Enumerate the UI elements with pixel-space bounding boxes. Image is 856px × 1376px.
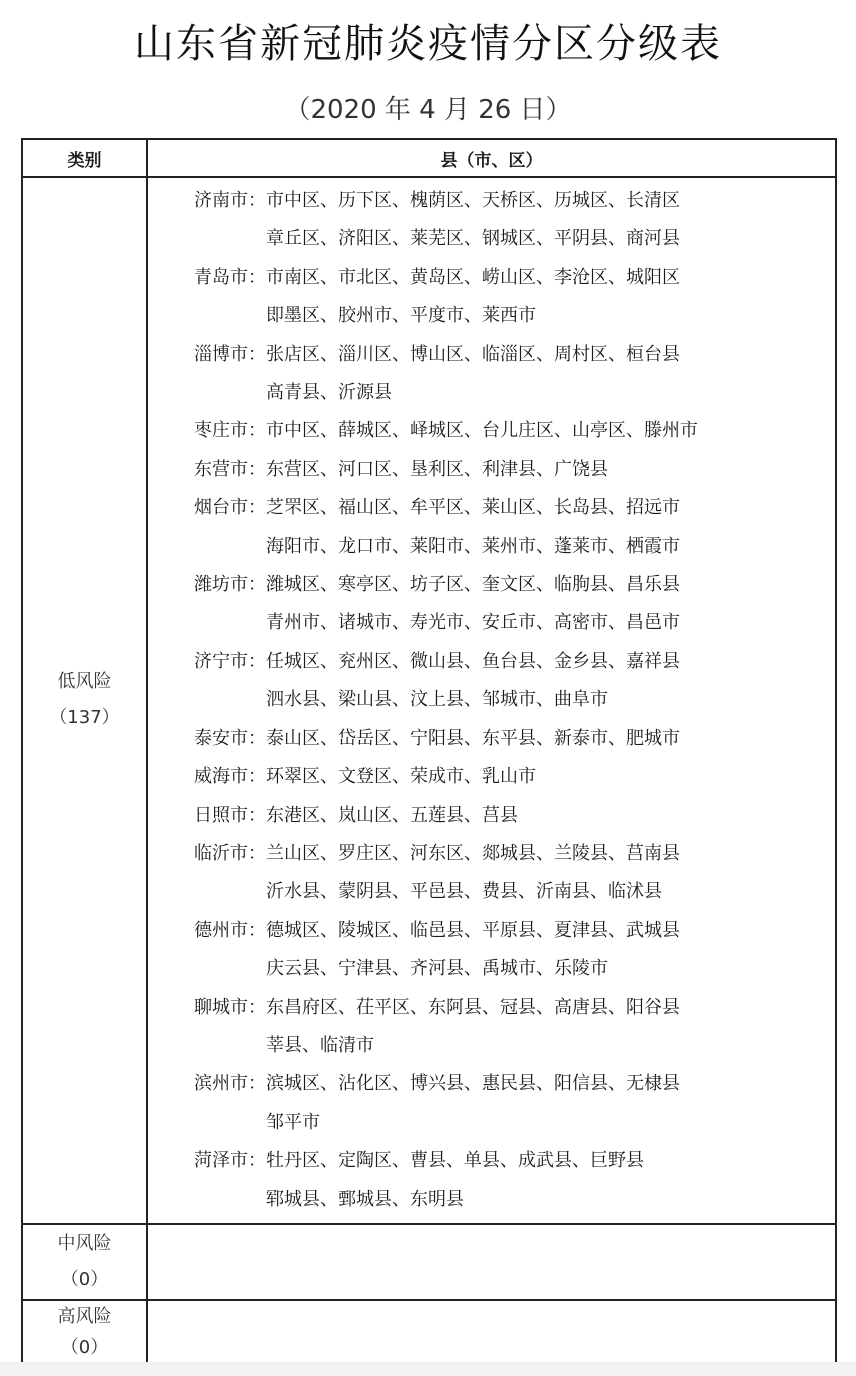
county-lines	[266, 1142, 835, 1219]
county-lines	[266, 182, 835, 259]
county-line: 高青县、沂源县	[266, 382, 392, 404]
county-lines	[266, 412, 835, 450]
county-line: 东昌府区、茌平区、东阿县、冠县、高唐县、阳谷县	[266, 996, 680, 1018]
county-line: 张店区、淄川区、博山区、临淄区、周村区、桓台县	[266, 343, 680, 365]
county-lines	[266, 720, 835, 758]
table-row-low-risk	[22, 177, 836, 1224]
header-category: 类别	[22, 139, 147, 177]
header-counties: 县（市、区）	[147, 139, 836, 177]
county-line: 兰山区、罗庄区、河东区、郯城县、兰陵县、莒南县	[266, 842, 680, 864]
county-lines	[266, 912, 835, 989]
category-count: （0）	[60, 1268, 109, 1290]
county-line: 章丘区、济阳区、莱芜区、钢城区、平阴县、商河县	[266, 228, 680, 250]
city-entry	[148, 451, 835, 489]
county-lines	[266, 259, 835, 336]
city-name: 菏泽市：	[194, 1150, 266, 1172]
county-line: 即墨区、胶州市、平度市、莱西市	[266, 305, 536, 327]
category-count: （0）	[60, 1336, 109, 1358]
city-entry	[148, 989, 835, 1066]
county-lines	[266, 797, 835, 835]
county-line: 沂水县、蒙阴县、平邑县、费县、沂南县、临沭县	[266, 881, 662, 903]
city-entry	[148, 336, 835, 413]
county-lines	[266, 489, 835, 566]
county-lines	[266, 1065, 835, 1142]
county-line: 庆云县、宁津县、齐河县、禹城市、乐陵市	[266, 958, 608, 980]
county-line: 德城区、陵城区、临邑县、平原县、夏津县、武城县	[266, 919, 680, 941]
city-name: 济宁市：	[194, 650, 266, 672]
city-entry	[148, 912, 835, 989]
city-name: 泰安市：	[194, 727, 266, 749]
document-title: 山东省新冠肺炎疫情分区分级表	[134, 21, 722, 67]
county-lines	[266, 758, 835, 796]
county-line: 泗水县、梁山县、汶上县、邹城市、曲阜市	[266, 689, 608, 711]
county-line: 市南区、市北区、黄岛区、崂山区、李沧区、城阳区	[266, 266, 680, 288]
category-cell	[22, 177, 147, 1224]
city-name: 威海市：	[194, 766, 266, 788]
city-name: 滨州市：	[194, 1073, 266, 1095]
county-list-cell	[147, 177, 836, 1224]
city-entry	[148, 1142, 835, 1219]
county-line: 邹平市	[266, 1111, 320, 1133]
city-name: 淄博市：	[194, 343, 266, 365]
category-cell	[22, 1300, 147, 1364]
category-label: 中风险	[57, 1232, 112, 1254]
county-list-cell	[147, 1300, 836, 1364]
city-name: 聊城市：	[194, 996, 266, 1018]
category-count: （137）	[49, 707, 120, 729]
category-cell	[22, 1224, 147, 1300]
city-entry	[148, 835, 835, 912]
city-entry	[148, 1065, 835, 1142]
county-line: 市中区、历下区、槐荫区、天桥区、历城区、长清区	[266, 190, 680, 211]
city-name: 潍坊市：	[194, 574, 266, 596]
city-entry	[148, 182, 835, 259]
city-name: 临沂市：	[194, 842, 266, 864]
risk-level-table	[21, 138, 837, 1365]
county-line: 环翠区、文登区、荣成市、乳山市	[266, 766, 536, 788]
city-entry	[148, 566, 835, 643]
county-line: 东港区、岚山区、五莲县、莒县	[266, 804, 518, 826]
county-line: 郓城县、鄄城县、东明县	[266, 1188, 464, 1210]
city-entry	[148, 758, 835, 796]
county-lines	[266, 643, 835, 720]
county-lines	[266, 451, 835, 489]
city-name: 德州市：	[194, 919, 266, 941]
city-entry	[148, 412, 835, 450]
category-label: 高风险	[57, 1305, 112, 1327]
county-lines	[266, 989, 835, 1066]
city-name: 东营市：	[194, 458, 266, 480]
county-line: 泰山区、岱岳区、宁阳县、东平县、新泰市、肥城市	[266, 727, 680, 749]
table-header-row	[22, 139, 836, 177]
city-entry	[148, 797, 835, 835]
table-row-high-risk	[22, 1300, 836, 1364]
county-line: 牡丹区、定陶区、曹县、单县、成武县、巨野县	[266, 1150, 644, 1172]
county-lines	[266, 566, 835, 643]
county-lines	[266, 336, 835, 413]
city-name: 日照市：	[194, 804, 266, 826]
county-list-cell	[147, 1224, 836, 1300]
document-date: （2020 年 4 月 26 日）	[284, 95, 572, 125]
county-line: 海阳市、龙口市、莱阳市、莱州市、蓬莱市、栖霞市	[266, 535, 680, 557]
county-line: 潍城区、寒亭区、坊子区、奎文区、临朐县、昌乐县	[266, 574, 680, 596]
county-line: 青州市、诸城市、寿光市、安丘市、高密市、昌邑市	[266, 612, 680, 634]
county-lines	[266, 835, 835, 912]
city-entry	[148, 643, 835, 720]
county-line: 芝罘区、福山区、牟平区、莱山区、长岛县、招远市	[266, 497, 680, 519]
county-line: 莘县、临清市	[266, 1034, 374, 1056]
county-line: 市中区、薛城区、峄城区、台儿庄区、山亭区、滕州市	[266, 420, 698, 442]
city-name: 枣庄市：	[194, 420, 266, 442]
county-line: 任城区、兖州区、微山县、鱼台县、金乡县、嘉祥县	[266, 650, 680, 672]
city-entry	[148, 720, 835, 758]
county-line: 东营区、河口区、垦利区、利津县、广饶县	[266, 458, 608, 480]
city-entry	[148, 259, 835, 336]
city-entry	[148, 489, 835, 566]
category-label: 低风险	[57, 671, 112, 693]
county-line: 滨城区、沾化区、博兴县、惠民县、阳信县、无棣县	[266, 1073, 680, 1095]
city-name: 烟台市：	[194, 497, 266, 519]
city-name: 济南市：	[194, 190, 266, 211]
page-bottom-margin	[0, 1362, 856, 1376]
city-name: 青岛市：	[194, 266, 266, 288]
table-row-medium-risk	[22, 1224, 836, 1300]
